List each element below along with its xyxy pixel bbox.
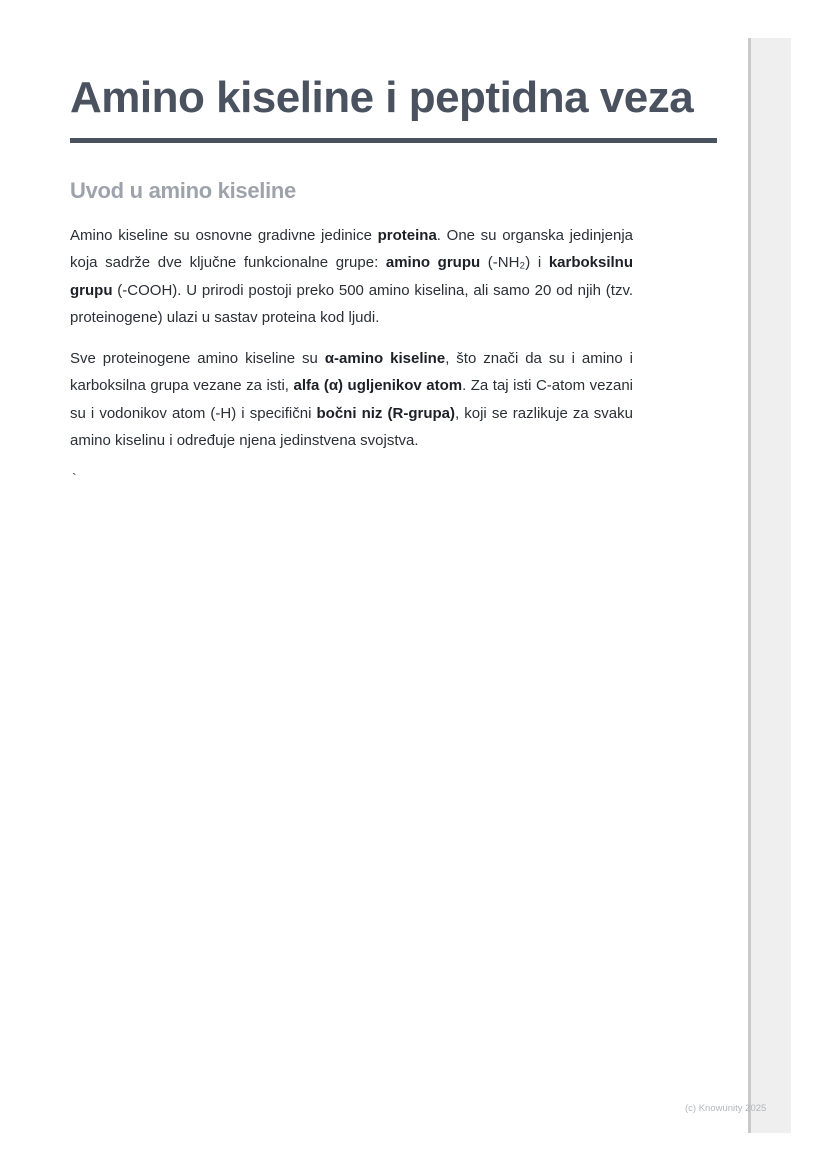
- text-run: , što znači da su i amino i karboksilna grupa vezane za isti,: [70, 350, 634, 395]
- text-run: , koji se razlikuje za svaku amino kiselinu i određuje njena jedinstvena svojstva.: [70, 404, 633, 449]
- paragraph-intro: [70, 222, 633, 331]
- text-run: (-NH₂) i: [480, 254, 549, 272]
- bold-term-alfa-ugljenikov-atom: alfa (α) ugljenikov atom: [293, 377, 463, 395]
- paragraph-alpha: [70, 345, 633, 454]
- bold-term-alpha-amino: α-amino kiseline: [324, 350, 446, 367]
- text-run: (-COOH). U prirodi postoji preko 500 amino kiselina, ali samo 20 od njih (tzv. proteinogene) ulazi u sastav proteina kod ljudi.: [70, 281, 633, 326]
- footer-credit: (c) Knowunity 2025: [685, 1103, 767, 1114]
- text-run: . One su organska jedinjenja koja sadrže dve ključne funkcionalne grupe:: [70, 227, 633, 272]
- section-heading: Uvod u amino kiseline: [70, 178, 296, 203]
- text-run: . Za taj isti C-atom vezani su i vodonikov atom (-H) i specifični: [70, 377, 634, 422]
- title-divider: [70, 138, 717, 143]
- bold-term-bocni-niz: bočni niz (R-grupa): [316, 404, 455, 422]
- bold-term-karboksilnu-grupu: karboksilnu grupu: [70, 254, 634, 299]
- side-panel: [748, 38, 791, 1133]
- text-run: Sve proteinogene amino kiseline su: [70, 350, 325, 367]
- bold-term-amino-grupu: amino grupu: [385, 254, 481, 272]
- page-title: Amino kiseline i peptidna veza: [70, 73, 694, 122]
- bold-term-proteina: proteina: [377, 227, 437, 244]
- text-run: Amino kiseline su osnovne gradivne jedinice: [70, 227, 378, 244]
- stray-backtick: `: [72, 470, 77, 486]
